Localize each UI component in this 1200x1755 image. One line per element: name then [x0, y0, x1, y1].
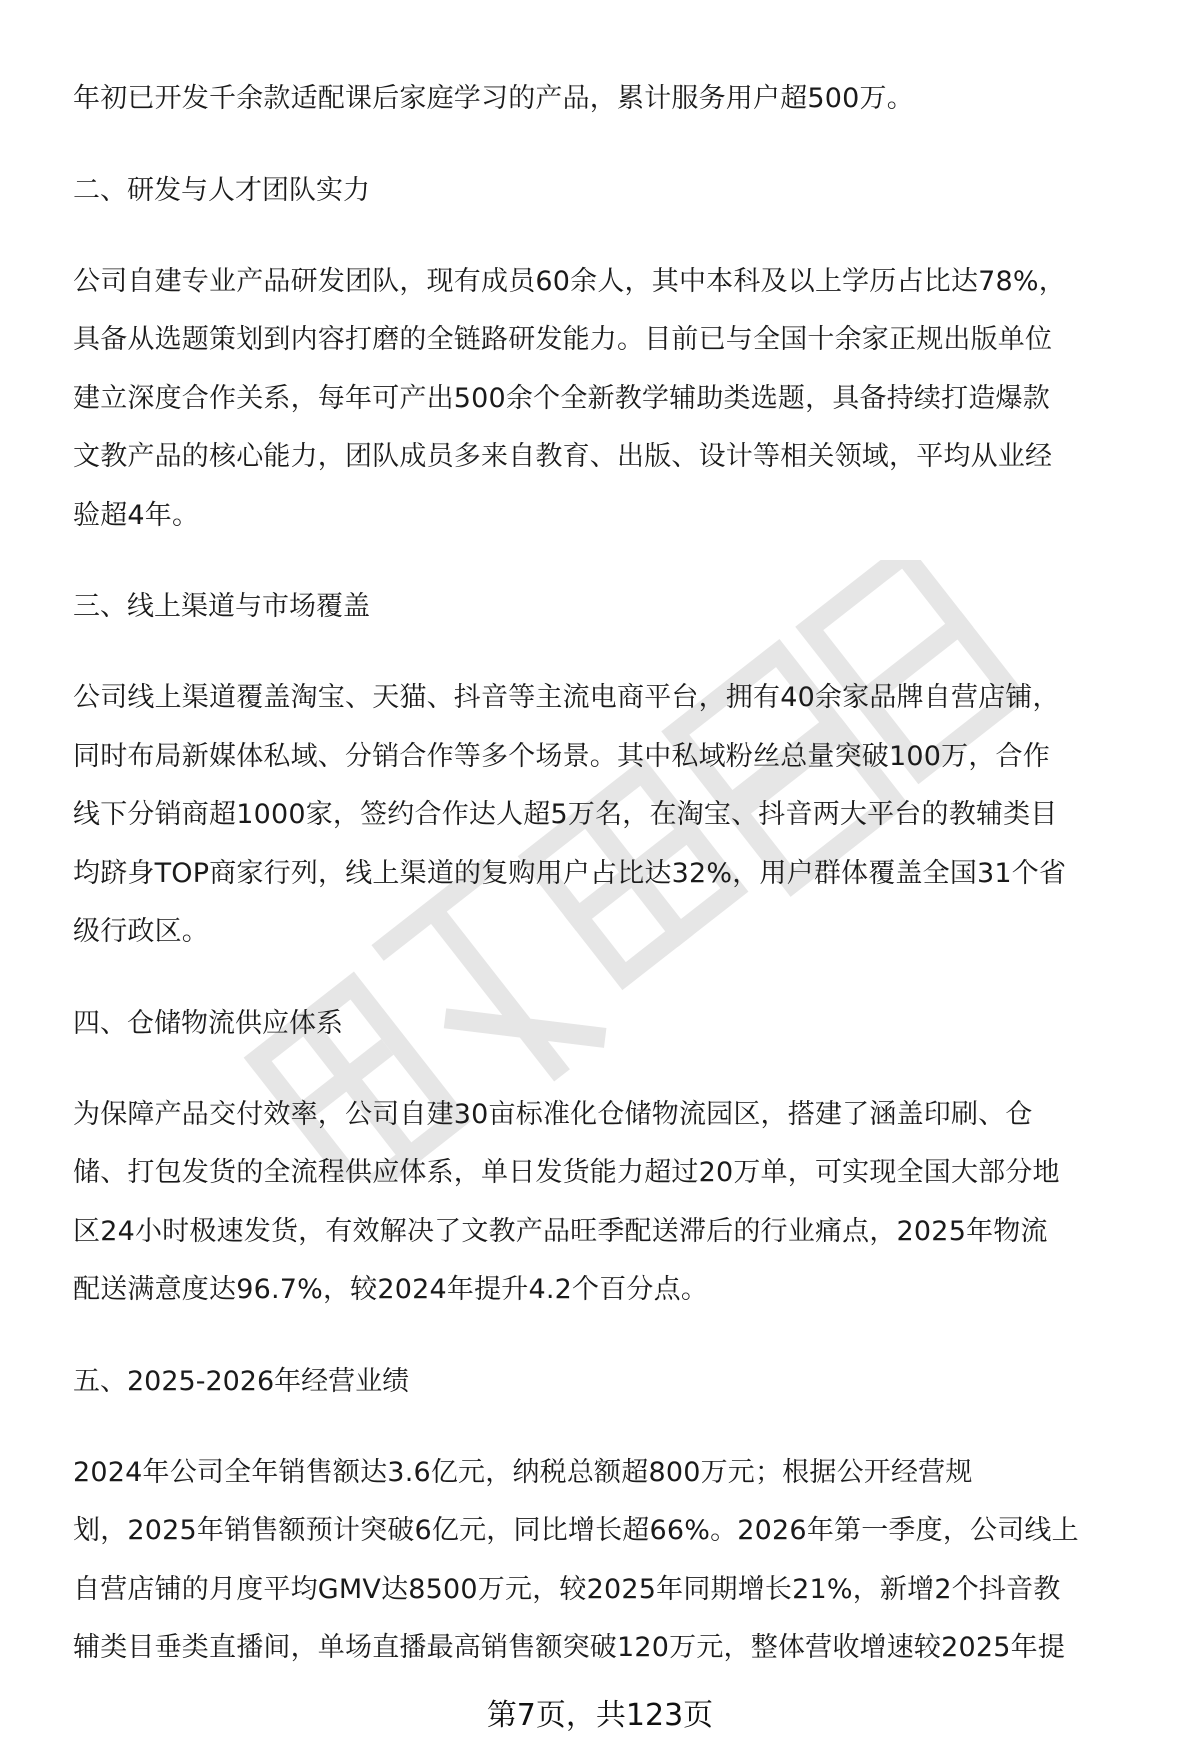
- paragraph-line: 具备从选题策划到内容打磨的全链路研发能力。目前已与全国十余家正规出版单位: [73, 324, 1053, 355]
- paragraph-line: 均跻身TOP商家行列，线上渠道的复购用户占比达32%，用户群体覆盖全国31个省: [73, 857, 1067, 889]
- paragraph-line: 自营店铺的月度平均GMV达8500万元，较2025年同期增长21%，新增2个抖音教: [73, 1573, 1061, 1605]
- paragraph-line: 为保障产品交付效率，公司自建30亩标准化仓储物流园区，搭建了涵盖印刷、仓: [73, 1098, 1033, 1130]
- paragraph-line: 公司自建专业产品研发团队，现有成员60余人，其中本科及以上学历占比达78%，: [73, 265, 1066, 297]
- section-heading: 三、线上渠道与市场覆盖: [73, 591, 370, 622]
- paragraph: [73, 669, 1153, 962]
- paragraph-line: 划，2025年销售额预计突破6亿元，同比增长超66%。2026年第一季度，公司线上: [73, 1515, 1079, 1546]
- section-heading: 二、研发与人才团队实力: [73, 174, 370, 206]
- paragraph: [73, 1444, 1153, 1678]
- paragraph-line: 建立深度合作关系，每年可产出500余个全新教学辅助类选题，具备持续打造爆款: [73, 382, 1050, 414]
- paragraph: [73, 70, 1153, 129]
- paragraph-line: 年初已开发千余款适配课后家庭学习的产品，累计服务用户超500万。: [73, 83, 914, 114]
- section-heading: 四、仓储物流供应体系: [73, 1007, 343, 1039]
- paragraph-line: 区24小时极速发货，有效解决了文教产品旺季配送滞后的行业痛点，2025年物流: [73, 1215, 1048, 1247]
- page-number: 第7页，共123页: [486, 1698, 714, 1733]
- paragraph-line: 文教产品的核心能力，团队成员多来自教育、出版、设计等相关领域，平均从业经: [73, 441, 1053, 472]
- paragraph-line: 同时布局新媒体私域、分销合作等多个场景。其中私域粉丝总量突破100万，合作: [73, 740, 1050, 772]
- paragraph-line: 公司线上渠道覆盖淘宝、天猫、抖音等主流电商平台，拥有40余家品牌自营店铺，: [73, 682, 1060, 713]
- paragraph-line: 线下分销商超1000家，签约合作达人超5万名，在淘宝、抖音两大平台的教辅类目: [73, 799, 1058, 830]
- paragraph-line: 2024年公司全年销售额达3.6亿元，纳税总额超800万元；根据公开经营规: [73, 1456, 973, 1488]
- paragraph-line: 配送满意度达96.7%，较2024年提升4.2个百分点。: [73, 1274, 709, 1305]
- paragraph-line: 级行政区。: [73, 916, 209, 947]
- paragraph-line: 验超4年。: [73, 499, 200, 531]
- document-body: [73, 70, 1153, 1711]
- paragraph: [73, 253, 1153, 546]
- paragraph-line: 辅类目垂类直播间，单场直播最高销售额突破120万元，整体营收增速较2025年提: [73, 1632, 1066, 1663]
- paragraph: [73, 1086, 1153, 1320]
- section-heading: 五、2025-2026年经营业绩: [73, 1365, 410, 1397]
- paragraph-line: 储、打包发货的全流程供应体系，单日发货能力超过20万单，可实现全国大部分地: [73, 1157, 1060, 1188]
